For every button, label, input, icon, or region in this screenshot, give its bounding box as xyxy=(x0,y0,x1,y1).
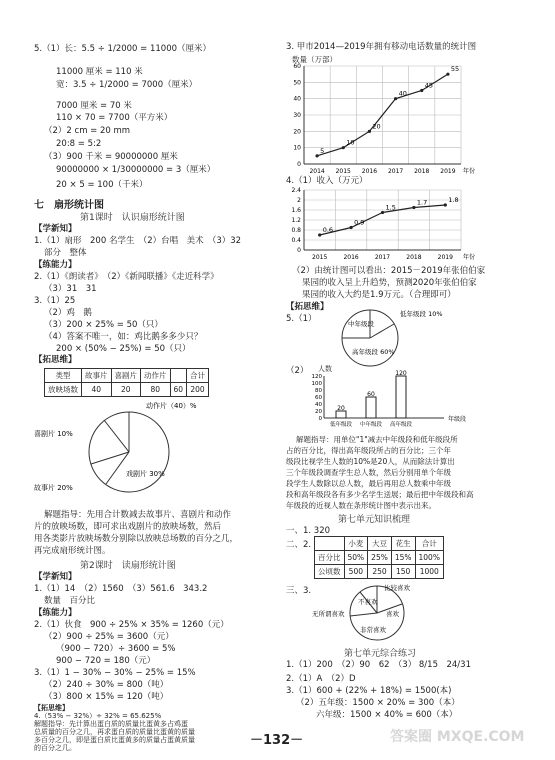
table-cell: 200 xyxy=(187,383,209,397)
explanation-line: 段学生人数除以总人数，最后再用总人数乘中年级 xyxy=(286,479,451,488)
y-tick-label: 1.6 xyxy=(291,207,301,214)
q5-line: 宽：3.5 ÷ 1/2000 = 7000（厘米） xyxy=(56,80,198,90)
bar xyxy=(336,411,346,418)
q3-unit: 数量（万部） xyxy=(292,55,337,64)
table-cell: 1000 xyxy=(415,565,443,579)
table-cell: 公顷数 xyxy=(315,565,345,579)
data-label: 60 xyxy=(367,391,375,398)
section-title: 第七单元综合练习 xyxy=(344,649,417,659)
section-label: 【学新知】 xyxy=(34,224,77,234)
pie-label: 喜剧片 10% xyxy=(34,430,73,438)
table-cell: 60 xyxy=(170,383,187,397)
y-tick-label: 0 xyxy=(318,416,322,422)
lesson2-ext-block xyxy=(34,704,274,752)
explanation-line: 的百分之几。 xyxy=(34,744,76,752)
ext-table xyxy=(44,368,209,397)
answer-line: 1.（1）14 （2）1560 （3）561.6 343.2 xyxy=(34,584,208,594)
explanation-line: 片的放映场数，即可求出戏剧片的放映场数，然后 xyxy=(34,522,222,532)
lesson-title: 第2课时 读扇形统计图 xyxy=(80,561,176,571)
x-tick-label: 2018 xyxy=(414,168,430,175)
answer-line: 2.（1）伙食 900 ÷ 25% × 35% = 1260（元） xyxy=(34,620,229,630)
q5-line: 7000 厘米 = 70 米 xyxy=(56,101,132,111)
data-label: 0.6 xyxy=(322,226,334,234)
q5-2-label: （2） xyxy=(286,366,309,376)
q4-title: 4.（1）收入（万元） xyxy=(286,176,368,186)
answer-line: 200 × (50% − 25%) = 50（只） xyxy=(56,344,191,354)
bar xyxy=(396,376,406,418)
answer-line: 3.（1）25 xyxy=(34,296,76,306)
answer-line: 900 − 720 = 180（元） xyxy=(56,656,156,666)
pie-label: 不喜欢 xyxy=(358,598,378,606)
y-tick-label: 80 xyxy=(315,388,322,394)
crop-table xyxy=(314,536,444,579)
data-point xyxy=(318,233,321,236)
x-tick-label: 2018 xyxy=(406,254,422,261)
data-point xyxy=(315,154,318,157)
table-cell: 15% xyxy=(391,551,415,565)
x-tick-label: 2014 xyxy=(309,168,325,175)
answer-line: （4）答案不唯一，如：鸡比鹅多多少只？ xyxy=(44,332,203,342)
x-tick-label: 中年级段 xyxy=(359,422,383,428)
pie-label: 故事片 20% xyxy=(34,484,73,492)
data-label: 1.8 xyxy=(448,196,459,204)
data-label: 45 xyxy=(424,81,434,90)
q3-title: 3. 甲市2014—2019年拥有移动电话数量的统计图 xyxy=(286,42,477,52)
data-point xyxy=(342,146,345,149)
data-label: 0.9 xyxy=(354,218,365,227)
y-tick-label: 60 xyxy=(293,63,301,70)
table-cell: 合计 xyxy=(187,369,209,383)
q5-line: 5.（1）长：5.5 ÷ 1/2000 = 11000（厘米） xyxy=(34,44,212,54)
table-cell: 500 xyxy=(344,565,368,579)
table-cell: 80 xyxy=(141,383,171,397)
x-tick-label: 2017 xyxy=(387,168,404,175)
table-cell: 20 xyxy=(111,383,141,397)
answer-line: （2）240 ÷ 30% = 800（吨） xyxy=(44,680,169,690)
table-cell: 250 xyxy=(368,565,392,579)
x-tick-label: 2015 xyxy=(312,254,328,261)
y-tick-label: 120 xyxy=(311,374,322,380)
q5-line: 110 × 70 = 7700（平方米） xyxy=(56,113,173,123)
explanation-line: 再完成扇形统计图。 xyxy=(34,546,111,556)
answer-line: 三、3. xyxy=(286,586,312,596)
section-label: 【学新知】 xyxy=(34,572,77,582)
explanation-line: 总质量的百分之几，再求蛋白质的质量比蛋黄的质量 xyxy=(34,728,195,736)
answer-line: 4.（53% − 32%）÷ 32% = 65.625% xyxy=(34,712,162,720)
explanation-line: 占的百分比，得出高年级段所占的百分比；三个年 xyxy=(286,446,451,455)
explanation-line: 多百分之几，即是蛋白质比蛋黄多的质量占蛋黄质量 xyxy=(34,736,195,744)
q4-text: 果园的收入大约是1.9万元。（合理即可） xyxy=(302,290,456,300)
data-label: 20 xyxy=(372,122,381,131)
lesson-title: 第1课时 认识扇形统计图 xyxy=(80,213,185,223)
q5-line: 90000000 × 1/30000000 = 3（厘米） xyxy=(56,165,216,175)
explanation-line: 级段比视学生人数的10%是20人，从而除法计算出 xyxy=(286,457,455,466)
y-tick-label: 60 xyxy=(315,395,322,401)
y-tick-label: 2 xyxy=(297,197,301,204)
answer-line: （2）鸡 鹅 xyxy=(44,308,92,318)
answer-line: 3.（1）600 + (22% + 18%) = 1500(本) xyxy=(286,686,452,696)
section-label: 【拓思维】 xyxy=(286,302,329,312)
y-tick-label: 10 xyxy=(293,144,301,152)
section-label: 【拓思维】 xyxy=(34,704,69,712)
table-cell xyxy=(315,537,345,551)
explanation-line: 用各类影片放映场数分别除以放映总场数的百分之几， xyxy=(34,534,239,544)
answer-line: 二、2. xyxy=(286,540,312,550)
q4-text: 果园的收入呈上升趋势，预测2020年张伯伯家 xyxy=(302,278,477,288)
y-tick-label: 0.8 xyxy=(291,227,301,234)
y-tick-label: 40 xyxy=(293,95,301,103)
table-cell: 类型 xyxy=(45,369,82,383)
answer-line: 2.（1）《朗读者》 （2）《新闻联播》《走近科学》 xyxy=(34,272,219,282)
chapter-title: 七 扇形统计图 xyxy=(34,200,104,211)
data-point xyxy=(381,211,384,214)
y-tick-label: 2.4 xyxy=(291,187,301,194)
table-cell: 大豆 xyxy=(368,537,392,551)
x-tick-label: 2016 xyxy=(361,168,378,175)
x-tick-label: 低年级段 xyxy=(329,422,353,428)
section-title: 第七单元知识梳理 xyxy=(338,515,411,525)
y-tick-label: 0.4 xyxy=(291,237,301,244)
table-cell: 50% xyxy=(344,551,368,565)
table-cell xyxy=(170,369,187,383)
x-tick-label: 2015 xyxy=(335,168,351,175)
answer-line: （3）31 31 xyxy=(44,284,97,294)
data-label: 1.5 xyxy=(385,203,396,212)
data-point xyxy=(394,97,397,100)
table-cell: 小麦 xyxy=(344,537,368,551)
pie-chart-grades xyxy=(300,306,443,368)
q5-label: 5.（1） xyxy=(286,314,317,324)
bar-unit: 人数 xyxy=(318,365,332,373)
y-tick-label: 40 xyxy=(315,402,322,408)
pie-label: 低年级段 10% xyxy=(400,310,443,318)
answer-line: 3.（1）1 − 30% − 30% − 25% = 15% xyxy=(34,668,196,678)
table-cell: 喜剧片 xyxy=(111,369,141,383)
x-axis-label: 年级段 xyxy=(448,416,467,423)
section-label: 【拓思维】 xyxy=(34,355,77,365)
data-label: 120 xyxy=(395,370,407,377)
q5-line: （2）2 cm = 20 mm xyxy=(44,126,131,136)
data-point xyxy=(444,203,447,206)
y-tick-label: 20 xyxy=(315,409,322,415)
table-cell: 放映场数 xyxy=(45,383,82,397)
section-label: 【练能力】 xyxy=(34,608,77,618)
pie-label: 动作片（40）% xyxy=(146,402,197,410)
pie-label: 非常喜欢 xyxy=(360,626,386,634)
pie-chart-films xyxy=(34,398,214,506)
data-label: 10 xyxy=(346,138,355,147)
table-cell: 40 xyxy=(82,383,112,397)
explanation-line: 年级段的近视人数在条形统计图中表示出来。 xyxy=(286,501,436,510)
explanation-line: 三个年级段调查学生总人数，然后分别用单个年级 xyxy=(286,468,451,477)
table-cell: 合计 xyxy=(415,537,443,551)
y-tick-label: 1.2 xyxy=(291,217,301,224)
x-axis-label: 年份 xyxy=(463,254,476,261)
x-tick-label: 2017 xyxy=(374,254,391,261)
answer-line: 2.（1）A （2）D xyxy=(286,674,356,684)
watermark: 答案圈 MXQE.COM xyxy=(390,729,525,745)
data-label: 40 xyxy=(398,89,407,98)
answer-line: （2）五年级：1500 × 20% = 300（本） xyxy=(296,698,460,708)
x-tick-label: 高年级段 xyxy=(389,422,413,428)
table-cell: 100% xyxy=(415,551,443,565)
q4-text: （2）由统计图可以看出：2015－2019年张伯伯家 xyxy=(292,266,486,276)
data-point xyxy=(420,89,423,92)
table-cell: 25% xyxy=(368,551,392,565)
data-point xyxy=(412,206,415,209)
data-label: 20 xyxy=(337,405,345,412)
line-chart-phones xyxy=(286,62,476,180)
q5-line: （3）900 千米 = 90000000 厘米 xyxy=(44,152,178,162)
answer-line: 1.（1）200 （2）90 62 （3） 8/15 24/31 xyxy=(286,660,471,670)
answer-line: （3）200 × 25% = 50（只） xyxy=(44,320,163,330)
x-tick-label: 2016 xyxy=(343,254,359,261)
answer-line: （900 − 720）÷ 3600 = 5% xyxy=(56,644,176,654)
y-tick-label: 0 xyxy=(297,247,301,254)
x-axis-label: 年份 xyxy=(463,168,476,175)
line-chart-income xyxy=(286,186,476,266)
q5-line: 20:8 = 5:2 xyxy=(56,139,102,149)
data-label: 5 xyxy=(320,146,325,155)
y-tick-label: 0 xyxy=(297,161,301,168)
table-cell: 动作片 xyxy=(141,369,171,383)
pie-label: 戏剧片 30% xyxy=(126,470,165,478)
data-point xyxy=(368,130,371,133)
x-tick-label: 2019 xyxy=(440,168,456,175)
y-tick-label: 100 xyxy=(311,381,322,387)
answer-line: （2）900 ÷ 25% = 3600（元） xyxy=(44,632,174,642)
x-tick-label: 2019 xyxy=(437,254,453,261)
page-number: －132－ xyxy=(250,733,304,748)
data-point xyxy=(446,73,449,76)
pie-label: 比较喜欢 xyxy=(384,584,410,592)
explanation-line: 解题指导：先计算出蛋白质的质量比蛋黄多占鸡蛋 xyxy=(34,720,188,728)
answer-line: 一、1. 320 xyxy=(286,526,331,536)
answer-line: 六年级：1500 × 40% = 600（本） xyxy=(316,710,458,720)
table-cell: 花生 xyxy=(391,537,415,551)
answer-line: （3）800 × 15% = 120（吨） xyxy=(44,692,169,702)
data-point xyxy=(350,226,353,229)
explanation-line: 段和高年级段各有多少名学生送展；最后把中年级段和高 xyxy=(286,490,474,499)
bar-chart-grades xyxy=(306,372,481,432)
explanation-line: 解题指导：先用合计数减去故事片、喜剧片和动作 xyxy=(44,510,232,520)
data-label: 1.7 xyxy=(416,198,428,207)
answer-line: 部分 整体 xyxy=(44,248,87,258)
y-tick-label: 20 xyxy=(293,128,301,136)
pie-label: 中年级段 xyxy=(348,320,374,328)
y-tick-label: 50 xyxy=(293,79,301,87)
data-label: 55 xyxy=(450,65,460,74)
q5-line: 11000 厘米 = 110 米 xyxy=(56,67,143,77)
table-cell: 故事片 xyxy=(82,369,112,383)
pie-label: 无所谓喜欢 xyxy=(312,610,345,618)
q5-line: 20 × 5 = 100（千米） xyxy=(56,180,148,190)
y-tick-label: 30 xyxy=(293,112,301,119)
section-label: 【练能力】 xyxy=(34,260,77,270)
pie-label: 高年级段 60% xyxy=(352,348,395,356)
pie-chart-attitude xyxy=(312,582,442,644)
table-cell: 百分比 xyxy=(315,551,345,565)
answer-line: 数量 百分比 xyxy=(44,596,96,606)
pie-label: 喜欢 xyxy=(386,610,399,618)
table-cell: 150 xyxy=(391,565,415,579)
bar xyxy=(366,397,376,418)
explanation-line: 解题指导：用单位"1"减去中年级段和低年级段所 xyxy=(296,435,458,444)
answer-line: 1.（1）扇形 200 名学生 （2）台唱 美术 （3）32 xyxy=(34,236,242,246)
